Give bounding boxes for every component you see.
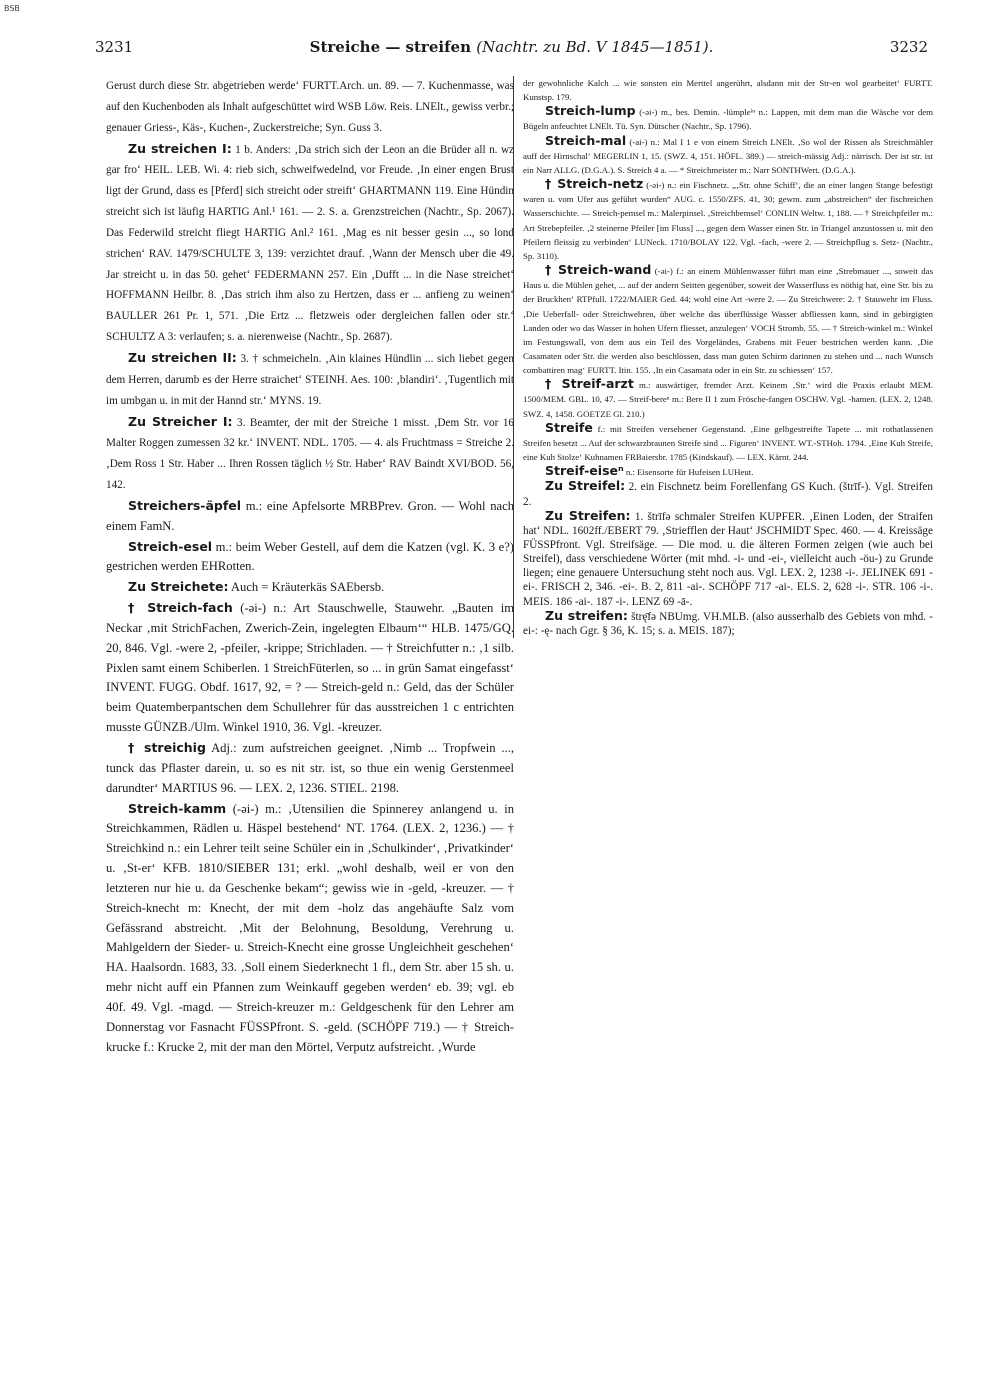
dictionary-entry	[523, 464, 933, 479]
page-header	[95, 38, 928, 68]
entry-headword: † streichig	[128, 740, 206, 755]
dictionary-entry	[106, 139, 514, 348]
entry-headword: Zu streichen II:	[128, 349, 237, 365]
entry-headword: Streich-mal	[545, 132, 627, 148]
entry-text: Auch = Kräuterkäs SAEbersb.	[228, 580, 385, 595]
entry-headword: Streif-eiseⁿ	[545, 463, 624, 479]
dictionary-entry	[106, 738, 514, 799]
entry-text: n.: Eisensorte für Hufeisen LUHeut.	[623, 467, 754, 478]
running-title	[95, 38, 928, 56]
entry-text: (-əi-) f.: an einem Mühlenwasser führt man eine ‚Strebmauer ..., soweit das Haus u. die Mühlen gehet, ... auf der andern Seitten gegenüber, soweit der Wasserfluss es nöthig hat, eine Str. bis zu der Bruckhen‘ RTPfull. 1722/MAIER Ged. 44; wohl eine Art -were 2. — Zu Streichwere: 2. † Stauwehr im Fluss. ‚Die Ueberfall- oder Streichwehren, über welche das überflüssige Wasser abfliessen kann, sind in gebirgigten Landen oder wo das Wasser in hohen Ufern fliesset, anzulegen‘ VOCH Stromb. 55. — † Streich-winkel m.: Winkel im Festungswall, von dem aus ein Teil des Vorgeländes, Grabens mit Feuer bestrichen werden kann. ‚Die Casamaten oder Str. die werden also beschlossen, dass man guten Schirm darinnen zu stehen und ... nach Wunsch combattiren mag‘ FURTT. Itin. 155. ‚In ein Casamata oder in ein Str. zu schiessen‘ 157.	[523, 266, 933, 376]
entry-headword: † Streich-fach	[128, 600, 233, 616]
dictionary-entry	[106, 76, 514, 139]
entry-text: (-əi-) n.: ein Fischnetz. „‚Str. ohne Schiff‘, die an einer langen Stange befestigt waren u. vom Ufer aus geführt wurden“ AUG. c. 1550/ZFS. 41, 30; gewm. zum „abstreichen“ der fischreichen Wasserschichte. — Streich-pemsel m.: Malerpinsel. ‚Streichbemsel‘ CONLIN Weltw. 1, 188. — † Streichpfeiler m.: Art Strebepfeiler. ‚2 steinerne Pfeiler [im Fluss] ..., gegen dem Wasser einen Str. in Triangel anzustossen u. mit den Pfeilern fleissig zu verbinden‘ LUNeck. 1710/BOLAY 122. Vgl. -fach, -were 2. — Streichpflug s. Setz- (Nachtr., Sp. 3110).	[523, 180, 933, 261]
entry-text: Gerust durch diese Str. abgetrieben werde‘ FURTT.Arch. un. 89. — 7. Kuchenmasse, was auf den Kuchenboden als Inhalt aufgeschüttet wird WSB Löw. Reis. LNElt., gewiss verbr.; genauer Griess-, Käs-, Kuchen-, Zuckerstreiche; Syn. Guss 3.	[106, 80, 514, 134]
entry-text: m.: eine Apfelsorte MRBPrev. Gron. — Wohl nach einem FamN.	[106, 498, 514, 533]
right-column	[513, 76, 933, 638]
page-number-left: 3231	[95, 38, 134, 56]
dictionary-entry	[523, 104, 933, 133]
dictionary-entry	[106, 537, 514, 578]
entry-text: 1. štrīfə schmaler Streifen KUPFER. ‚Einen Loden, der Straifen hat‘ NDL. 1602ff./EBERT 79. ‚Striefflen der Haut‘ JSCHMIDT Spec. 460. — 4. Kreissäge FÜSSPfront. Vgl. Streifsäge. — Die mod. u. die älteren Formen zeigen (wie auch bei Streifel), dass verschiedene Wörter (mit mhd. -i- und -ei-, vielleicht auch -öu-) zu Grunde liegen; eine genauere Untersuchung steht noch aus. Vgl. LEX. 2, 1238 -i-. JELINEK 691 -ei-. FRISCH 2, 346. -ei-. B. 2, 811 -ai-. SCHÖPF 717 -ai-. ELS. 2, 628 -i-. STR. 106 -i-. MEIS. 186 -ai-. 187 -i-. LENZ 69 -ā-.	[523, 510, 933, 608]
dictionary-entry	[523, 263, 933, 377]
dictionary-entry	[106, 598, 514, 738]
entry-headword: Zu Streichete:	[128, 579, 229, 595]
entry-text: štrę̄fə NBUmg. VH.MLB. (also ausserhalb des Gebiets von mhd. -ei-: -ę- nach Ggr. § 36, K. 15; s. a. MEIS. 187);	[523, 610, 933, 637]
entry-text: Adj.: zum aufstreichen geeignet. ‚Nimb ... Tropfwein ..., tunck das Pflaster darein, u. so es nit str. ist, so thue ein wenig Gerstenmeel darundter‘ MARTIUS 96. — LEX. 2, 1236. STIEL. 2198.	[106, 741, 514, 795]
entry-text: (-ai-) n.: Mal I 1 e von einem Streich LNElt. ‚So wol der Rissen als Streichmähler auff der Hirnschal‘ MEGERLIN 1, 15. (SWZ. 4, 151. HÖFL. 389.) — streich-mässig Adj.: närrisch. Der ist str. ist ein Narr ALLG. (D.G.A.). S. Streich 4 a. — * Streichmeister m.: Narr SONTHWert. (D.G.A.).	[523, 136, 933, 175]
page-number-right: 3232	[889, 38, 928, 56]
entry-headword: Streich-kamm	[128, 800, 227, 816]
entry-text: m.: beim Weber Gestell, auf dem die Katzen (vgl. K. 3 e?) gestrichen werden EHRotten.	[106, 539, 514, 574]
entry-headword: Zu Streicher I:	[128, 413, 233, 429]
dictionary-entry	[106, 412, 514, 496]
library-stamp: BSB	[4, 4, 20, 13]
entry-headword: Zu Streifel:	[545, 478, 626, 494]
entry-headword: † Streif-arzt	[545, 376, 634, 392]
entry-headword: Streich-lump	[545, 103, 636, 119]
entry-headword: Streich-esel	[128, 538, 213, 554]
dictionary-entry	[523, 134, 933, 177]
dictionary-entry	[523, 509, 933, 609]
entry-headword: Streife	[545, 419, 593, 435]
dictionary-entry	[106, 799, 514, 1058]
entry-headword: Streichers-äpfel	[128, 497, 242, 513]
entry-headword: Zu streifen:	[545, 607, 628, 623]
dictionary-entry	[523, 421, 933, 464]
running-title-subtitle: (Nachtr. zu Bd. V 1845—1851).	[476, 38, 714, 56]
entry-text: 2. ein Fischnetz beim Forellenfang GS Kuch. (štrīf-). Vgl. Streifen 2.	[523, 481, 933, 508]
dictionary-entry	[106, 496, 514, 537]
dictionary-entry	[106, 348, 514, 412]
running-title-main: Streiche — streifen	[309, 38, 471, 56]
dictionary-entry	[106, 577, 514, 598]
dictionary-entry	[523, 177, 933, 263]
entry-text: m.: auswärtiger, fremder Arzt. Keinem ‚Str.‘ wird die Praxis erlaubt MEM. 1500/MEM. GBL. 10, 47. — Streif-bereⁿ m.: Bere II 1 zum Frösche-fangen OSCHW. Vgl. -hamen. (LEX. 2, 1248. SWZ. 4, 1458. GOETZE Gl. 210.)	[523, 380, 933, 419]
entry-text: 1 b. Anders: ‚Da strich sich der Leon an die Brüder all n. wz gar fro‘ HEIL. LEB. Wi. 4: rieb sich, schweifwedelnd, vor Freude. ‚In einer engen Brust ligt der Grund, dass es [Pferd] sich streicht oder streift‘ GHARTMANN 119. Eine Hündin streicht sich ist läufig HARTIG Anl.¹ 161. — 2. S. a. Grenzstreichen (Nachtr., Sp. 2067). Das Federwild streicht fliegt HARTIG Anl.² 161. ‚Mag es nit besser gesin ..., so lond strichen‘ RAV. 1479/SCHULTE 3, 139: verzichtet drauf. ‚Wann der Mensch uber die 49. Jar streicht u. in das 50. gehet‘ FEDERMANN 257. Ein ‚Dufft ... in die Nase streichet‘ HOFFMANN Heilbr. 8. ‚Das strich ihm also zu Hertzen, dass er ... anfieng zu weinen‘ BAULLER 261 Pr. 1, 571. ‚Die Ertz ... fletzweis oder dergleichen fallen oder str.‘ SCHULTZ A 3: verlaufen; s. a. nierenweise (Nachtr., Sp. 2687).	[106, 143, 514, 344]
entry-text: 3. Beamter, der mit der Streiche 1 misst. ‚Dem Str. vor 16 Malter Roggen zumessen 32 kr.‘ INVENT. NDL. 1705. — 4. als Fruchtmass = Streiche 2. ‚Dem Ross 1 Str. Haber ... Ihren Rossen täglich ½ Str. Haber‘ RAV Baindt XVI/BOD. 56, 142.	[106, 416, 515, 492]
entry-text: (-əi-) n.: Art Stauschwelle, Stauwehr. „Bauten im Neckar ‚mit StrichFachen, Zwerich-Zein, ingelegten Elbaum‘“ HLB. 1475/GQ. 20, 846. Vgl. -were 2, -pfeiler, -krippe; Strichladen. — † Streichfutter n.: ‚1 silb. Pixlen samt einem Schiberlen. 1 StreichFüterlen, so ... in grün Samat eingefasst‘ INVENT. FUGG. Obdf. 1617, 92, = ? — Streich-geld n.: Geld, das der Schüler beim Quatemberpantschen dem Schullehrer für das ausstreichen 1 c entrichten musste GÜNZB./Ulm. Winkel 1910, 36. Vgl. -kreuzer.	[106, 601, 514, 735]
entry-headword: † Streich-netz	[545, 176, 644, 192]
entry-headword: Zu Streifen:	[545, 507, 631, 523]
dictionary-entry	[523, 377, 933, 420]
left-column	[106, 76, 514, 1058]
entry-headword: † Streich-wand	[545, 262, 652, 278]
dictionary-entry	[523, 479, 933, 508]
entry-text: (-əi-) m., bes. Demin. -lümpleⁱⁿ n.: Lappen, mit dem man die Wäsche vor dem Bügeln anfeuchtet LNElt. Tü. Syn. Dütscher (Nachtr., Sp. 1796).	[523, 107, 933, 132]
entry-text: 3. † schmeicheln. ‚Ain klaines Hündlin ... sich liebet gegen dem Herren, darumb es der Herre straichet‘ STEINH. Aes. 100: ‚blandiri‘. ‚Tugentlich mit im umbgan u. in mit der Hannd str.‘ MYNS. 19.	[106, 352, 514, 407]
entry-text: f.: mit Streifen versehener Gegenstand. ‚Eine gelbgestreifte Tapete ... mit rothatlassenen Streifen besetzt ... Auf der schwarzbraunen Streife sind ... Figuren‘ INVENT. WT.-STHoh. 1794. ‚Eine Kuh Streife, eine Kuh Stolze‘ Kuhnamen FRBaiersbr. 1785 (Kindskauf). — LEX. Kärnt. 244.	[523, 423, 933, 463]
dictionary-entry	[523, 76, 933, 104]
entry-text: (-əi-) m.: ‚Utensilien die Spinnerey anlangend u. in Streichkammen, Rädlen u. Häspel bestehend‘ NT. 1764. (LEX. 2, 1236.) — † Streichkind n.: ein Lehrer teilt seine Schüler ein in ‚Schulkinder‘, ‚Privatkinder‘ u. ‚St-er‘ KFB. 1810/SIEBER 131; erkl. „wohl deshalb, weil er von den letzteren nur hie u. da Geschenke bekam“; gewiss wie in -geld, -kreuzer. — † Streich-knecht m: Knecht, der mit dem -holz das angehäufte Salz vom Gefässrand abstreicht. ‚Mit der Belohnung, Besoldung, Verehrung u. Mahlgeldern der Sieder- u. Streich-Knecht eine grosse Ungleichheit geschehen‘ HA. Haalsordn. 1683, 33. ‚Soll einem Siederknecht 1 fl., dem Str. aber 15 sh. u. mehr nicht auff ein Pfannen zum Weinkauff gegeben werden‘ eb. 39; vgl. eb 40f. 49. Vgl. -magd. — Streich-kreuzer m.: Geldgeschenk für den Lehrer am Donnerstag vor Fasnacht FÜSSPfront. S. -geld. (SCHÖPF 719.) — † Streich-krucke f.: Krucke 2, mit der man den Mörtel, Verputz aufstreicht. ‚Wurde	[106, 801, 514, 1054]
dictionary-entry	[523, 609, 933, 638]
entry-text: der gewohnliche Kalch ... wie sonsten ein Merttel angerührt, alsdann mit der Str-en wol gearbeitet‘ FURTT. Kunstsp. 179.	[523, 78, 933, 103]
entry-headword: Zu streichen I:	[128, 140, 232, 156]
